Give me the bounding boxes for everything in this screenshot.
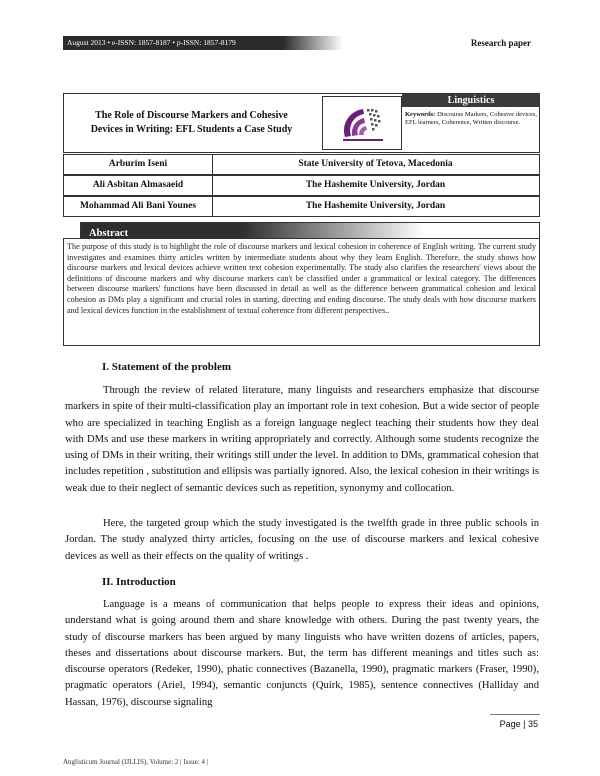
title-box [63,93,540,153]
paragraph-introduction-1: Language is a means of communication that helps people to express their ideas and opinions, understand what is going around them and share knowledge with others. During the past twenty years, the study of discourse markers has been argued by many linguists who have written dozens of articles, papers, theses and dissertations about discourse markers. But, the term has different meanings and titles such as: discourse operators (Redeker, 1990), phatic connectives (Bazanella, 1990), pragmatic markers (Fraser, 1990), pragmatic operators (Ariel, 1994), semantic conjuncts (Quirk, 1985), sentence connectives (Halliday and Hassan, 1976), discourse signaling [65,599,539,708]
journal-logo-icon [323,97,401,149]
paper-type-label: Research paper [470,38,531,48]
author-row [63,154,540,175]
author-affiliation: State University of Tetova, Macedonia [298,159,453,169]
page-number: Page | 35 [499,719,538,729]
section-heading-statement: I. Statement of the problem [102,361,232,373]
keywords-label: Keywords: [405,111,436,118]
title-line-2: Devices in Writing: EFL Students a Case Study [90,124,293,135]
abstract-text: The purpose of this study is to highlight the role of discourse markers and lexical cohesion in coherence of English writing. The current study investigates and examines thirty articles written by intermediate students about why they learn English. Therefore, the study shows how discourse markers and lexical devices achieve written text cohesion experimentally. The study also clarifies the researchers' views about the definitions of discourse markers and why discourse markers can't be classified under a grammatical or lexical category. The differences between discourse markers' functions have been discussed in detail as well as the difference between grammatical cohesion and lexical cohesion as DMs play a significant and crucial roles in starting, directing and ending discourse. The study deals with how discourse markers and lexical devices function in the establishment of textual coherence from different perspectives.. [63,238,540,346]
section-heading-introduction: II. Introduction [102,576,176,588]
author-name: Arburim Iseni [64,155,213,174]
journal-footer: Anglisticum Journal (IJLLIS), Volume: 2 | Issue: 4 | [63,758,209,766]
title-line-1: The Role of Discourse Markers and Cohesive [95,110,288,121]
author-row [63,175,540,196]
field-panel [402,94,540,152]
paragraph-statement-1: Through the review of related literature, many linguists and researchers emphasize that discourse markers in spite of their multi-classification play an important role in text cohesion. But a wide sector of people who are specialized in teaching English as a foreign language neglect teaching their students how they deal with DMs and use these markers in writing appropriately and correctly. Although some students recognize the using of DMs in their writing, their writings still under the level. In addition to DMs, grammatical cohesion that includes repetition , substitution and ellipsis was partially ignored. Also, the lexical cohesion in their writings is weak due to their neglect of semantic devices such as repetition, synonymy and collocation. [65,385,539,494]
keywords-text: Discourse Markers, Cohesive devices, EFL learners, Coherence, Written discourse. [405,111,537,126]
author-name: Mohammad Ali Bani Younes [64,197,213,216]
journal-logo [322,96,402,150]
issn-line: August 2013 • e-ISSN: 1857-8187 • p-ISSN: 1857-8179 [63,36,283,50]
paper-title [64,94,319,152]
journal-header-bar [63,36,539,50]
author-name: Ali Asbitan Almasaeid [64,176,213,195]
author-affiliation: The Hashemite University, Jordan [305,180,446,190]
author-affiliation: The Hashemite University, Jordan [305,201,446,211]
abstract-header [80,222,540,238]
page-number-rule [490,714,540,715]
keywords [402,107,540,127]
abstract-heading: Abstract [89,228,129,239]
field-label: Linguistics [402,94,540,107]
paragraph-statement-2: Here, the targeted group which the study investigated is the twelfth grade in three public schools in Jordan. The study analyzed thirty articles, focusing on the use of discourse markers and lexical cohesive devices as well as their effects on the quality of writings . [65,518,539,562]
author-row [63,196,540,217]
header-fade [283,36,343,50]
